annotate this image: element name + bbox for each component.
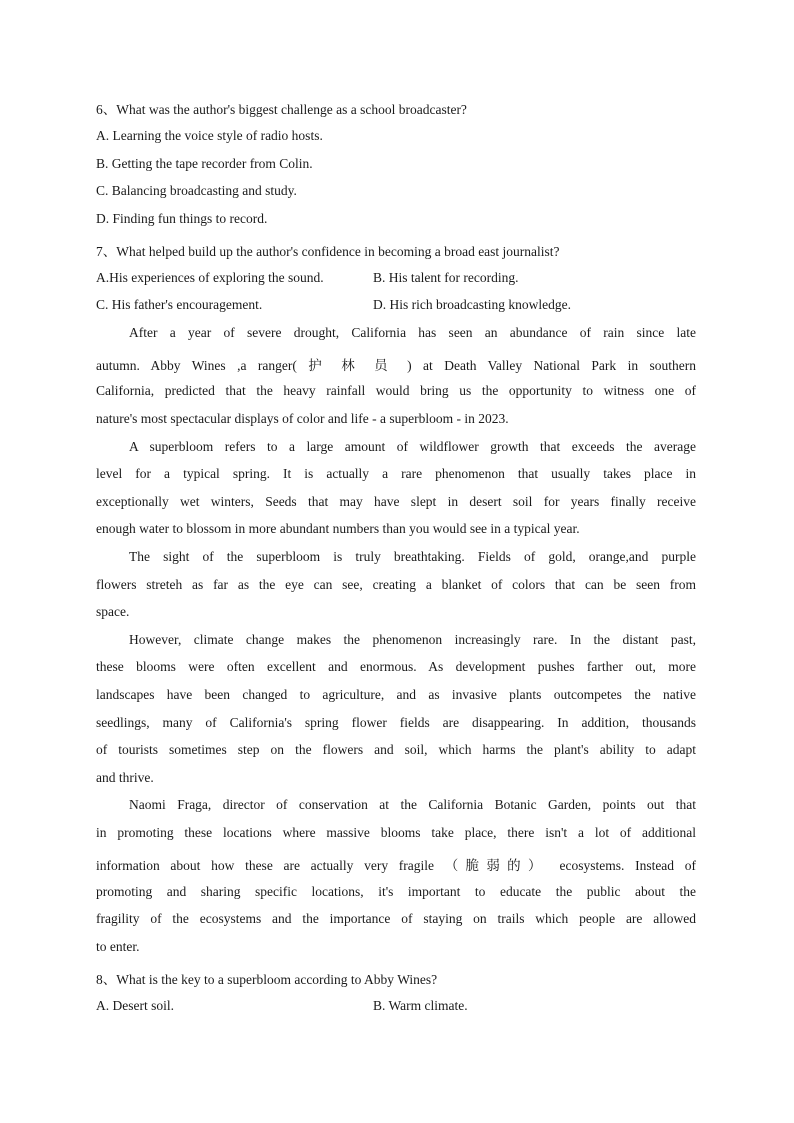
- passage-line: A superbloom refers to a large amount of wildflower growth that exceeds the average: [129, 439, 696, 454]
- passage-line: promoting and sharing specific locations, it's important to educate the public about the: [96, 884, 696, 899]
- passage-line: to enter.: [96, 939, 140, 954]
- passage-line: flowers streteh as far as the eye can see, creating a blanket of colors that can be seen from: [96, 577, 696, 592]
- passage-line: The sight of the superbloom is truly breathtaking. Fields of gold, orange,and purple: [129, 549, 696, 564]
- passage-line: After a year of severe drought, California has seen an abundance of rain since late: [129, 325, 696, 340]
- q8-option-a: A. Desert soil.: [96, 998, 174, 1013]
- q6-option-a: A. Learning the voice style of radio hosts.: [96, 128, 323, 143]
- passage-line: in promoting these locations where massive blooms take place, there isn't a lot of additional: [96, 825, 696, 840]
- question-7: 7、What helped build up the author's confidence in becoming a broad east journalist?: [96, 244, 560, 259]
- passage-line: of tourists sometimes step on the flowers and soil, which harms the plant's ability to adapt: [96, 742, 696, 757]
- passage-line: autumn. Abby Wines ,a ranger( 护 林 员 ) at Death Valley National Park in southern: [96, 358, 696, 373]
- question-8: 8、What is the key to a superbloom according to Abby Wines?: [96, 972, 438, 987]
- q7-option-b: B. His talent for recording.: [373, 270, 519, 285]
- passage-line: seedlings, many of California's spring flower fields are disappearing. In addition, thousands: [96, 715, 696, 730]
- passage-line: Naomi Fraga, director of conservation at the California Botanic Garden, points out that: [129, 797, 696, 812]
- passage-line: exceptionally wet winters, Seeds that may have slept in desert soil for years finally receive: [96, 494, 696, 509]
- passage-line: space.: [96, 604, 130, 619]
- q6-option-b: B. Getting the tape recorder from Colin.: [96, 156, 313, 171]
- passage-line: these blooms were often excellent and enormous. As development pushes farther out, more: [96, 659, 696, 674]
- passage-line: information about how these are actually very fragile （脆弱的） ecosystems. Instead of: [96, 858, 696, 873]
- q8-option-b: B. Warm climate.: [373, 998, 468, 1013]
- q6-option-d: D. Finding fun things to record.: [96, 211, 268, 226]
- passage-line: nature's most spectacular displays of color and life - a superbloom - in 2023.: [96, 411, 509, 426]
- passage-line: enough water to blossom in more abundant numbers than you would see in a typical year.: [96, 521, 580, 536]
- passage-line: fragility of the ecosystems and the importance of staying on trails which people are allowed: [96, 911, 696, 926]
- question-6: 6、What was the author's biggest challenge as a school broadcaster?: [96, 102, 467, 117]
- passage-line: California, predicted that the heavy rainfall would bring us the opportunity to witness one of: [96, 383, 696, 398]
- passage-line: level for a typical spring. It is actually a rare phenomenon that usually takes place in: [96, 466, 696, 481]
- passage-line: landscapes have been changed to agriculture, and as invasive plants outcompetes the native: [96, 687, 696, 702]
- q7-option-a: A.His experiences of exploring the sound.: [96, 270, 324, 285]
- q7-option-c: C. His father's encouragement.: [96, 297, 263, 312]
- passage-line: However, climate change makes the phenomenon increasingly rare. In the distant past,: [129, 632, 696, 647]
- q6-option-c: C. Balancing broadcasting and study.: [96, 183, 297, 198]
- q7-option-d: D. His rich broadcasting knowledge.: [373, 297, 571, 312]
- passage-line: and thrive.: [96, 770, 154, 785]
